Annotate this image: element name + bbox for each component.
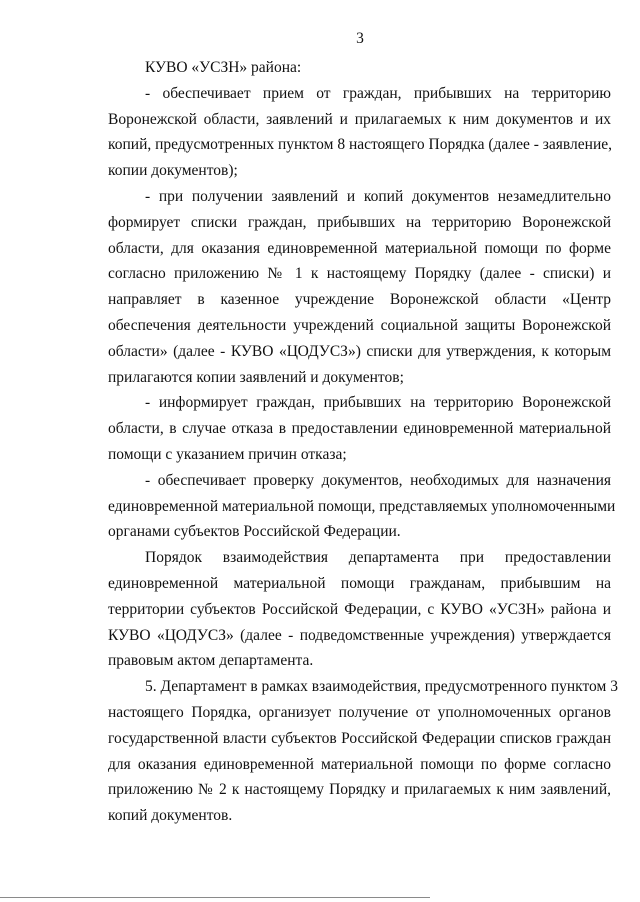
text-line: правовым актом департамента. [108, 652, 314, 670]
text-line: - информирует граждан, прибывших на территорию Воронежской [145, 394, 611, 412]
text-line: приложению № 2 к настоящему Порядку и прилагаемых к ним заявлений, [108, 781, 611, 799]
page-number: 3 [356, 30, 364, 47]
text-line: прилагаются копии заявлений и документов; [108, 368, 404, 386]
text-line: области, в случае отказа в предоставлении единовременной материальной [108, 420, 611, 438]
text-line: для оказания единовременной материальной помощи по форме согласно [108, 755, 611, 773]
text-line: копий, предусмотренных пунктом 8 настоящего Порядка (далее - заявление, [108, 136, 612, 154]
text-line: области» (далее - КУВО «ЦОДУСЗ») списки для утверждения, к которым [108, 342, 611, 360]
text-line: Порядок взаимодействия департамента при предоставлении [145, 549, 611, 567]
paragraph [108, 674, 618, 829]
text-line: - при получении заявлений и копий документов незамедлительно [145, 187, 611, 205]
text-line: территории субъектов Российской Федерации, с КУВО «УСЗН» района и [108, 600, 611, 618]
text-line: настоящего Порядка, организует получение от уполномоченных органов [108, 703, 611, 721]
text-line: обеспечения деятельности учреждений социальной защиты Воронежской [108, 316, 611, 334]
text-line: единовременной материальной помощи гражданам, прибывшим на [108, 574, 611, 592]
text-line: - обеспечивает проверку документов, необходимых для назначения [145, 471, 611, 489]
text-line: единовременной материальной помощи, представляемых уполномоченными [108, 497, 616, 515]
text-line: Воронежской области, заявлений и прилагаемых к ним документов и их [108, 110, 611, 128]
footer-divider [0, 897, 430, 898]
paragraph [108, 81, 611, 184]
text-line: области, для оказания единовременной материальной помощи по форме [108, 239, 611, 257]
text-line: копии документов); [108, 162, 238, 180]
text-line: формирует списки граждан, прибывших на территорию Воронежской [108, 213, 611, 231]
paragraph [108, 184, 611, 390]
paragraph [108, 55, 611, 81]
text-line: помощи с указанием причин отказа; [108, 445, 347, 463]
text-line: КУВО «ЦОДУСЗ» (далее - подведомственные учреждения) утверждается [108, 626, 611, 644]
text-line: государственной власти субъектов Российской Федерации списков граждан [108, 729, 611, 747]
paragraph [108, 468, 616, 545]
text-line: копий документов. [108, 807, 233, 825]
text-line: КУВО «УСЗН» района: [145, 59, 302, 76]
document-body [108, 55, 618, 829]
paragraph [108, 545, 611, 674]
text-line: 5. Департамент в рамках взаимодействия, предусмотренного пунктом 3 [145, 678, 618, 696]
text-line: согласно приложению № 1 к настоящему Порядку (далее - списки) и [108, 265, 611, 283]
paragraph [108, 390, 611, 467]
text-line: органами субъектов Российской Федерации. [108, 523, 401, 541]
text-line: - обеспечивает прием от граждан, прибывших на территорию [145, 84, 611, 102]
text-line: направляет в казенное учреждение Воронежской области «Центр [108, 291, 611, 309]
